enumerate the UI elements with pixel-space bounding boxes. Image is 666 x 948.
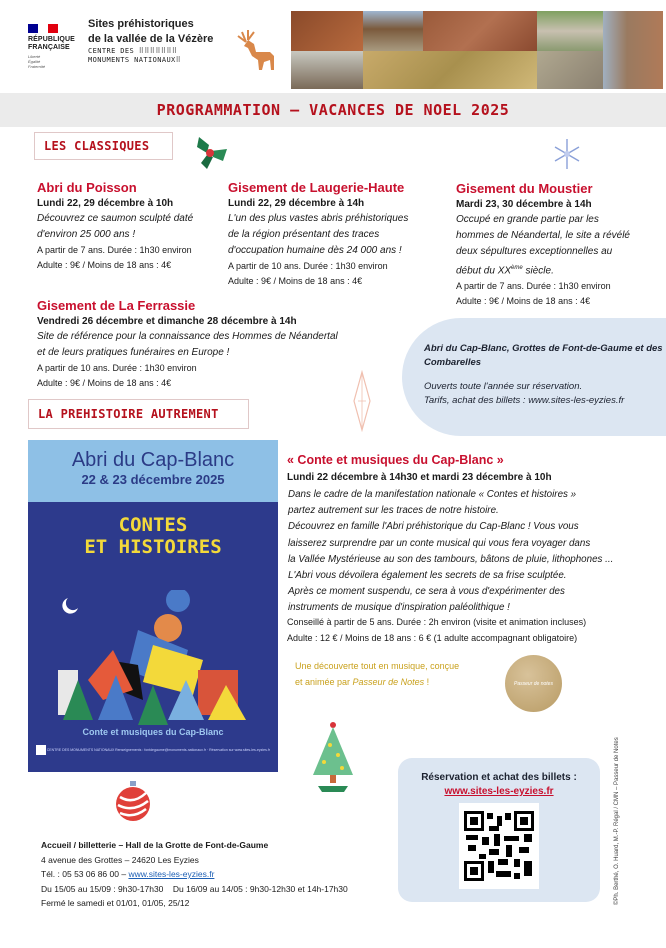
conte-description: Dans le cadre de la manifestation nationale « Contes et histoires » partez autrement sur les traces de notre histoire. Découvrez en famille l'Abri préhistorique du Cap-Blanc ! Vous vous laisserez surprendre par un conte musical qui vous fera voyager dans la Vallée Mystérieuse au son des tambours, bâtons de pluie, lithophones ... L'Abri vous dévoilera également les secrets de sa frise sculptée. Après ce moment suspendu, ce sera à vous d'expérimenter des instruments de musique d'inspiration paléolithique !	[288, 489, 614, 614]
footer-website-link[interactable]: www.sites-les-eyzies.fr	[128, 869, 215, 879]
french-flag-icon	[28, 24, 58, 33]
snowflake-icon	[553, 137, 581, 171]
passeur-text: Une découverte tout en musique, conçue et animée par Passeur de Notes !	[295, 661, 460, 687]
photo-pavilion	[537, 11, 603, 51]
conte-title: « Conte et musiques du Cap-Blanc »	[287, 453, 504, 467]
info-bubble	[402, 318, 666, 436]
poster-subtitle: Conte et musiques du Cap-Blanc	[82, 727, 224, 737]
qr-code-icon	[464, 808, 534, 884]
deer-icon	[234, 26, 282, 76]
footer-location: Accueil / billetterie – Hall de la Grotte de Font-de-Gaume	[41, 840, 269, 850]
republic-motto: Liberté Égalité Fraternité	[28, 54, 46, 69]
event-desc: Site de référence pour la connaissance des Hommes de Néandertal et de leurs pratiques funéraires en Europe !	[37, 331, 338, 358]
event-date: Lundi 22, 29 décembre à 14h	[228, 198, 365, 209]
holly-icon	[195, 135, 231, 171]
event-price: Adulte : 9€ / Moins de 18 ans : 4€	[228, 276, 363, 286]
rf-mini-logo	[36, 745, 46, 755]
passeur-de-notes-logo: Passeur de notes	[505, 655, 562, 712]
photo-bison-painting	[423, 11, 537, 51]
info-details: Ouverts toute l'année sur réservation. Tarifs, achat des billets : www.sites-les-eyzies.fr	[424, 381, 625, 406]
storyteller-illustration	[58, 590, 248, 730]
photo-carved-rock	[537, 51, 603, 89]
event-age: A partir de 7 ans. Durée : 1h30 environ	[456, 281, 611, 292]
event-age: A partir de 10 ans. Durée : 1h30 environ	[228, 261, 388, 271]
photo-shelter	[363, 11, 423, 51]
event-date: Vendredi 26 décembre et dimanche 28 décembre à 14h	[37, 316, 297, 327]
poster-footer: CENTRE DES MONUMENTS NATIONAUX Renseignements : fontdegaume@monuments-nationaux.fr · Réservation sur www.sites-les-eyzies.fr	[36, 745, 270, 755]
footer-hours: Du 15/05 au 15/09 : 9h30-17h30 Du 16/09 au 14/05 : 9h30-12h30 et 14h-17h30	[41, 883, 348, 894]
event-age: A partir de 10 ans. Durée : 1h30 environ	[37, 363, 197, 373]
qr-code[interactable]	[459, 803, 539, 889]
section-la-prehistoire-autrement: LA PREHISTOIRE AUTREMENT	[28, 399, 249, 429]
conte-date: Lundi 22 décembre à 14h30 et mardi 23 décembre à 10h	[287, 472, 552, 483]
event-price: Adulte : 9€ / Moins de 18 ans : 4€	[456, 296, 591, 307]
reservation-link[interactable]: www.sites-les-eyzies.fr	[444, 786, 554, 797]
footer-contact	[41, 838, 348, 911]
cmn-logo: CENTRE DES ⠿⠿⠿⠿⠿⠿⠿ MONUMENTS NATIONAUX⠿	[88, 47, 182, 64]
ornament-diamond-icon	[352, 370, 372, 432]
event-price: Adulte : 9€ / Moins de 18 ans : 4€	[37, 378, 172, 388]
info-sites: Abri du Cap-Blanc, Grottes de Font-de-Gaume et des Combarelles	[424, 343, 663, 368]
photo-cliff	[603, 11, 663, 89]
event-age: A partir de 7 ans. Durée : 1h30 environ	[37, 245, 192, 255]
republic-name: RÉPUBLIQUE FRANÇAISE	[28, 36, 75, 51]
event-date: Lundi 22, 29 décembre à 10h	[37, 198, 174, 209]
photo-credit: ©Ph. Berthé, O. Huard, M.-P. Régal / CMN – Passeur de Notes	[614, 737, 620, 905]
republique-francaise-logo	[28, 24, 76, 69]
event-title: Gisement de Laugerie-Haute	[228, 180, 405, 195]
event-desc: Occupé en grande partie par les hommes de Néandertal, le site a révélé deux sépultures exceptionnelles au début du XXème siècle.	[456, 214, 630, 277]
photo-rock-shelter	[291, 51, 363, 89]
conte-meta: Conseillé à partir de 5 ans. Durée : 2h environ (visite et animation incluses) Adulte : 12 € / Moins de 18 ans : 6 € (1 adulte accompagnant obligatoire)	[287, 617, 587, 643]
page-title: PROGRAMMATION – VACANCES DE NOEL 2025	[156, 101, 510, 119]
poster-headline: CONTES ET HISTOIRES	[84, 514, 222, 558]
event-abri-du-poisson	[37, 180, 227, 273]
event-title: Abri du Poisson	[37, 180, 137, 195]
event-date: Mardi 23, 30 décembre à 14h	[456, 199, 592, 210]
event-desc: L'un des plus vastes abris préhistoriques de la région présentant des traces d'occupation humaine dès 24 000 ans !	[228, 213, 409, 256]
event-laugerie-haute	[228, 180, 448, 289]
site-title: Sites préhistoriques de la vallée de la Vézère	[88, 18, 214, 45]
event-price: Adulte : 9€ / Moins de 18 ans : 4€	[37, 260, 172, 270]
footer-closed: Fermé le samedi et 01/01, 01/05, 25/12	[41, 898, 190, 908]
section-les-classiques: LES CLASSIQUES	[34, 132, 173, 160]
christmas-bauble-icon	[114, 779, 152, 825]
reservation-box	[398, 758, 600, 902]
photo-mosaic	[291, 11, 663, 89]
event-poster	[28, 440, 278, 772]
event-gisement-du-moustier	[456, 181, 666, 309]
poster-header: Abri du Cap-Blanc 22 & 23 décembre 2025	[28, 440, 278, 502]
event-title: Gisement de La Ferrassie	[37, 298, 196, 313]
footer-address: 4 avenue des Grottes – 24620 Les Eyzies	[41, 854, 199, 865]
photo-cave-wall	[291, 11, 363, 51]
photo-frieze	[363, 51, 537, 89]
footer-phone: Tél. : 05 53 06 86 00 – www.sites-les-eyzies.fr	[41, 869, 215, 879]
event-la-ferrassie	[37, 298, 387, 391]
event-title: Gisement du Moustier	[456, 181, 593, 196]
reservation-label: Réservation et achat des billets :	[421, 772, 577, 783]
christmas-tree-icon	[308, 720, 358, 800]
event-desc: Découvrez ce saumon sculpté daté d'environ 25 000 ans !	[37, 213, 194, 240]
title-band	[0, 93, 666, 127]
